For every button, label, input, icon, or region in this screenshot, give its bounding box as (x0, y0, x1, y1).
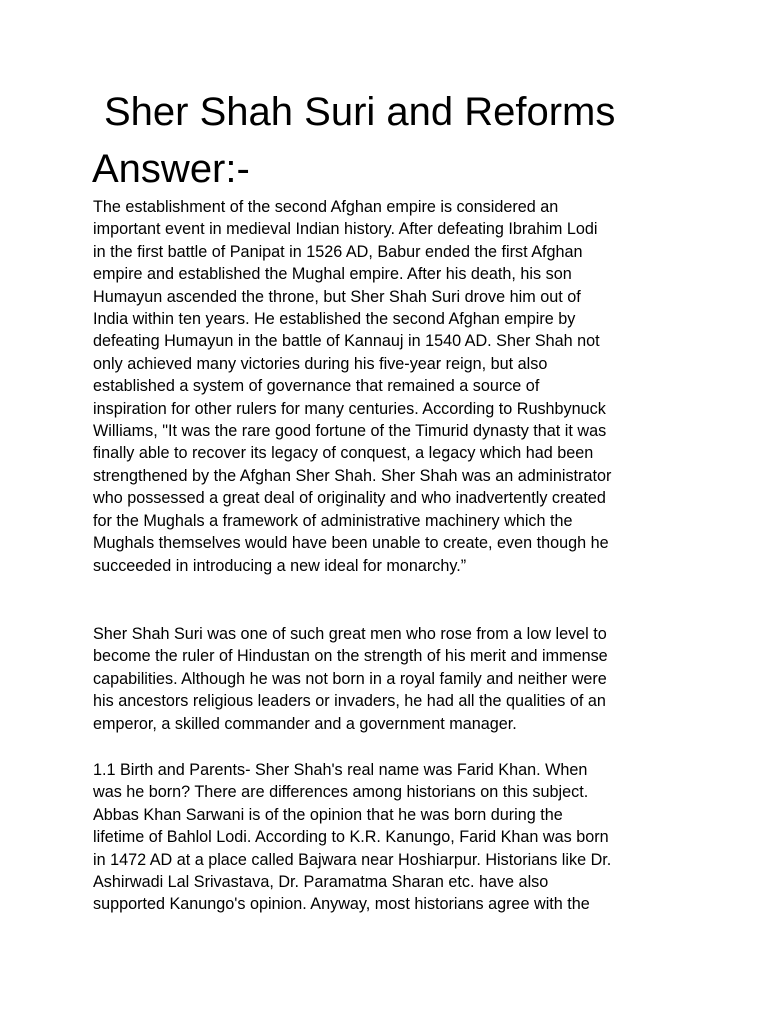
answer-heading: Answer:- (92, 147, 250, 191)
paragraph-birth-and-parents: 1.1 Birth and Parents- Sher Shah's real name was Farid Khan. When was he born? There are differences among historians on this subject. Abbas Khan Sarwani is of the opinion that he was born during the lifetime of Bahlol Lodi. According to K.R. Kanungo, Farid Khan was born in 1472 AD at a place called Bajwara near Hoshiarpur. Historians like Dr. Ashirwadi Lal Srivastava, Dr. Paramatma Sharan etc. have also supported Kanungo's opinion. Anyway, most historians agree with the (93, 761, 612, 914)
document-title: Sher Shah Suri and Reforms (104, 90, 616, 134)
paragraph-intro: The establishment of the second Afghan empire is considered an important event in medieval Indian history. After defeating Ibrahim Lodi in the first battle of Panipat in 1526 AD, Babur ended the first Afghan empire and established the Mughal empire. After his death, his son Humayun ascended the throne, but Sher Shah Suri drove him out of India within ten years. He established the second Afghan empire by defeating Humayun in the battle of Kannauj in 1540 AD. Sher Shah not only achieved many victories during his five-year reign, but also established a system of governance that remained a source of inspiration for other rulers for many centuries. According to Rushbynuck Williams, "It was the rare good fortune of the Timurid dynasty that it was finally able to recover its legacy of conquest, a legacy which had been strengthened by the Afghan Sher Shah. Sher Shah was an administrator who possessed a great deal of originality and who inadvertently created for the Mughals a framework of administrative machinery which the Mughals themselves would have been unable to create, even though he succeeded in introducing a new ideal for monarchy.” (93, 198, 612, 575)
paragraph-sher-shah-rise: Sher Shah Suri was one of such great men who rose from a low level to become the ruler of Hindustan on the strength of his merit and immense capabilities. Although he was not born in a royal family and neither were his ancestors religious leaders or invaders, he had all the qualities of an emperor, a skilled commander and a government manager. (93, 625, 608, 733)
